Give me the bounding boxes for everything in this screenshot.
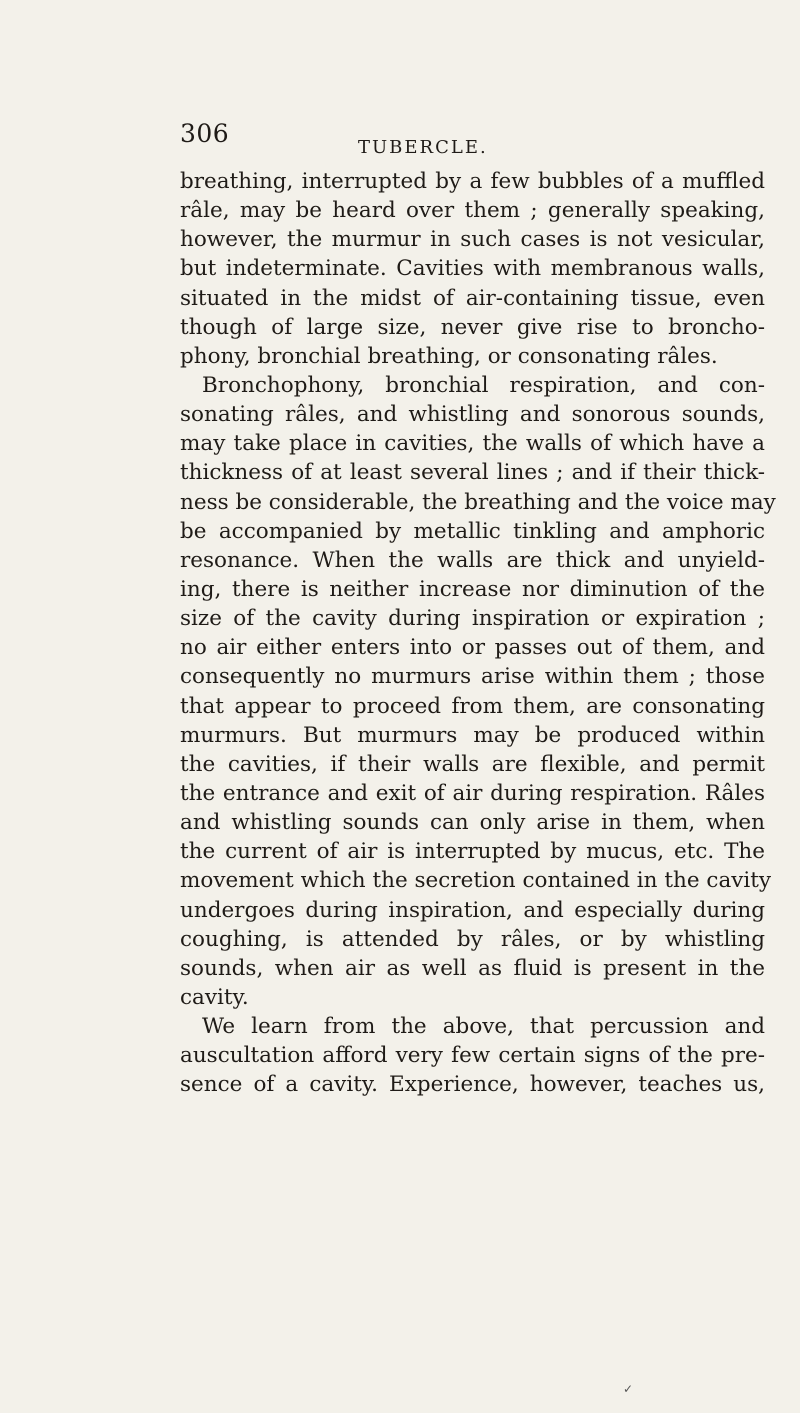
text-line: breathing, interrupted by a few bubbles of a muffled — [180, 169, 765, 194]
text-line: phony, bronchial breathing, or consonating râles. — [180, 343, 718, 369]
text-line: be accompanied by metallic tinkling and amphoric — [180, 518, 765, 544]
text-line: the current of air is interrupted by mucus, etc. The — [180, 839, 765, 865]
text-line: the cavities, if their walls are flexible, and permit — [180, 751, 765, 777]
text-line: thickness of at least several lines ; and if their thick- — [180, 460, 765, 486]
text-line: sounds, when air as well as fluid is present in the — [180, 955, 765, 981]
text-line: however, the murmur in such cases is not vesicular, — [180, 227, 765, 253]
text-line: situated in the midst of air-containing tissue, even — [180, 285, 765, 311]
text-line: cavity. — [180, 984, 249, 1010]
text-line: movement which the secretion contained in the cavity — [180, 868, 772, 894]
text-line: though of large size, never give rise to broncho- — [180, 314, 765, 340]
text-line: that appear to proceed from them, are consonating — [180, 693, 765, 719]
text-line: sence of a cavity. Experience, however, teaches us, — [180, 1072, 765, 1098]
check-mark-icon: ✓ — [623, 1382, 634, 1396]
text-line: and whistling sounds can only arise in them, when — [180, 810, 765, 836]
text-line: may take place in cavities, the walls of which have a — [180, 431, 765, 457]
text-line: râle, may be heard over them ; generally speaking, — [180, 198, 765, 224]
text-line: but indeterminate. Cavities with membranous walls, — [180, 256, 765, 282]
text-line: no air either enters into or passes out of them, and — [180, 635, 765, 661]
text-line: size of the cavity during inspiration or expiration ; — [180, 606, 765, 632]
page-number: 306 — [180, 119, 230, 148]
text-line: undergoes during inspiration, and especially during — [180, 897, 765, 923]
text-line: murmurs. But murmurs may be produced within — [180, 722, 765, 748]
running-title: TUBERCLE. — [358, 137, 488, 158]
text-line: the entrance and exit of air during respiration. Râles — [180, 780, 765, 806]
text-line: sonating râles, and whistling and sonorous sounds, — [180, 402, 765, 428]
text-line: ness be considerable, the breathing and the voice may — [180, 489, 776, 515]
text-line: resonance. When the walls are thick and unyield- — [180, 547, 765, 573]
paragraph-start-line: Bronchophony, bronchial respiration, and con- — [202, 372, 765, 398]
text-line: ing, there is neither increase nor diminution of the — [180, 576, 765, 602]
text-line: coughing, is attended by râles, or by whistling — [180, 926, 765, 952]
body-text — [180, 167, 776, 1100]
text-line: consequently no murmurs arise within them ; those — [180, 664, 765, 690]
text-line: auscultation afford very few certain signs of the pre- — [180, 1043, 765, 1069]
paragraph-start-line: We learn from the above, that percussion and — [202, 1014, 765, 1040]
